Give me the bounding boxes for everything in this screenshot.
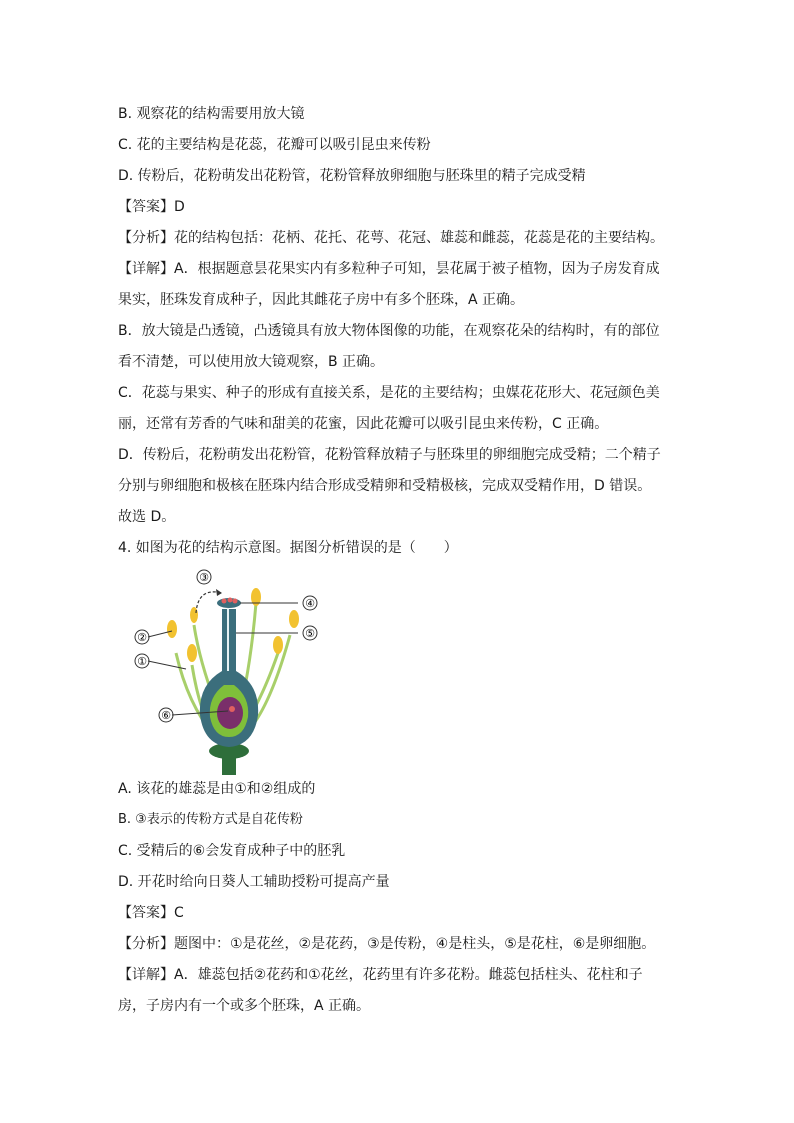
anther-6: [289, 610, 299, 628]
answer-line: 【答案】D: [118, 199, 185, 215]
label-2: ②: [137, 631, 147, 644]
detail-line-6: 丽，还常有芳香的气味和甜美的花蜜，因此花瓣可以吸引昆虫来传粉，C 正确。: [118, 416, 609, 432]
detail-line-5: C．花蕊与果实、种子的形成有直接关系，是花的主要结构；虫媒花花形大、花冠颜色美: [118, 385, 660, 401]
question-4-stem: 4. 如图为花的结构示意图。据图分析错误的是（ ）: [118, 540, 458, 556]
pollen-grain-3: [233, 599, 238, 604]
q4-answer: 【答案】C: [118, 905, 184, 921]
option-b-text: B. 观察花的结构需要用放大镜: [118, 106, 305, 122]
q4-option-c: C. 受精后的⑥会发育成种子中的胚乳: [118, 843, 346, 859]
q4-analysis: 【分析】题图中：①是花丝，②是花药，③是传粉，④是柱头，⑤是花柱，⑥是卵细胞。: [118, 936, 656, 952]
ovule: [217, 697, 243, 729]
detail-line-7: D．传粉后，花粉萌发出花粉管，花粉管释放精子与胚珠里的卵细胞完成受精；二个精子: [118, 447, 661, 463]
analysis-line: 【分析】花的结构包括：花柄、花托、花萼、花冠、雄蕊和雌蕊，花蕊是花的主要结构。: [118, 230, 664, 246]
anther-1: [167, 620, 177, 638]
label-5: ⑤: [305, 627, 315, 640]
q4-option-d: D. 开花时给向日葵人工辅助授粉可提高产量: [118, 874, 390, 890]
detail-line-8: 分别与卵细胞和极核在胚珠内结合形成受精卵和受精极核，完成双受精作用，D 错误。: [118, 478, 652, 494]
label-3: ③: [199, 571, 209, 584]
egg-cell: [229, 706, 235, 712]
flower-structure-diagram: [128, 565, 328, 777]
arrow-head: [216, 589, 222, 596]
anther-2: [187, 644, 197, 662]
detail-line-4: 看不清楚，可以使用放大镜观察，B 正确。: [118, 354, 385, 370]
conclusion-line: 故选 D。: [118, 509, 176, 525]
q4-option-b: B. ③表示的传粉方式是自花传粉: [118, 812, 303, 827]
label-1: ①: [137, 655, 147, 668]
detail-line-1: 【详解】A．根据题意昙花果实内有多粒种子可知，昙花属于被子植物，因为子房发育成: [118, 261, 660, 277]
label-6: ⑥: [161, 709, 171, 722]
pollen-grain-1: [222, 599, 227, 604]
option-c-text: C. 花的主要结构是花蕊，花瓣可以吸引昆虫来传粉: [118, 137, 431, 153]
anther-3: [190, 607, 198, 623]
anther-5: [273, 636, 283, 654]
option-d-text: D. 传粉后，花粉萌发出花粉管，花粉管释放卵细胞与胚珠里的精子完成受精: [118, 168, 586, 184]
q4-detail-line-1: 【详解】A．雄蕊包括②花药和①花丝，花药里有许多花粉。雌蕊包括柱头、花柱和子: [118, 967, 643, 983]
detail-line-3: B．放大镜是凸透镜，凸透镜具有放大物体图像的功能，在观察花朵的结构时，有的部位: [118, 323, 660, 339]
label-4: ④: [305, 597, 315, 610]
detail-line-2: 果实，胚珠发育成种子，因此其雌花子房中有多个胚珠，A 正确。: [118, 292, 525, 308]
q4-detail-line-2: 房，子房内有一个或多个胚珠，A 正确。: [118, 998, 371, 1014]
flower-svg: [128, 565, 328, 777]
q4-option-a: A. 该花的雄蕊是由①和②组成的: [118, 781, 316, 797]
pollen-grain-2: [228, 598, 233, 603]
